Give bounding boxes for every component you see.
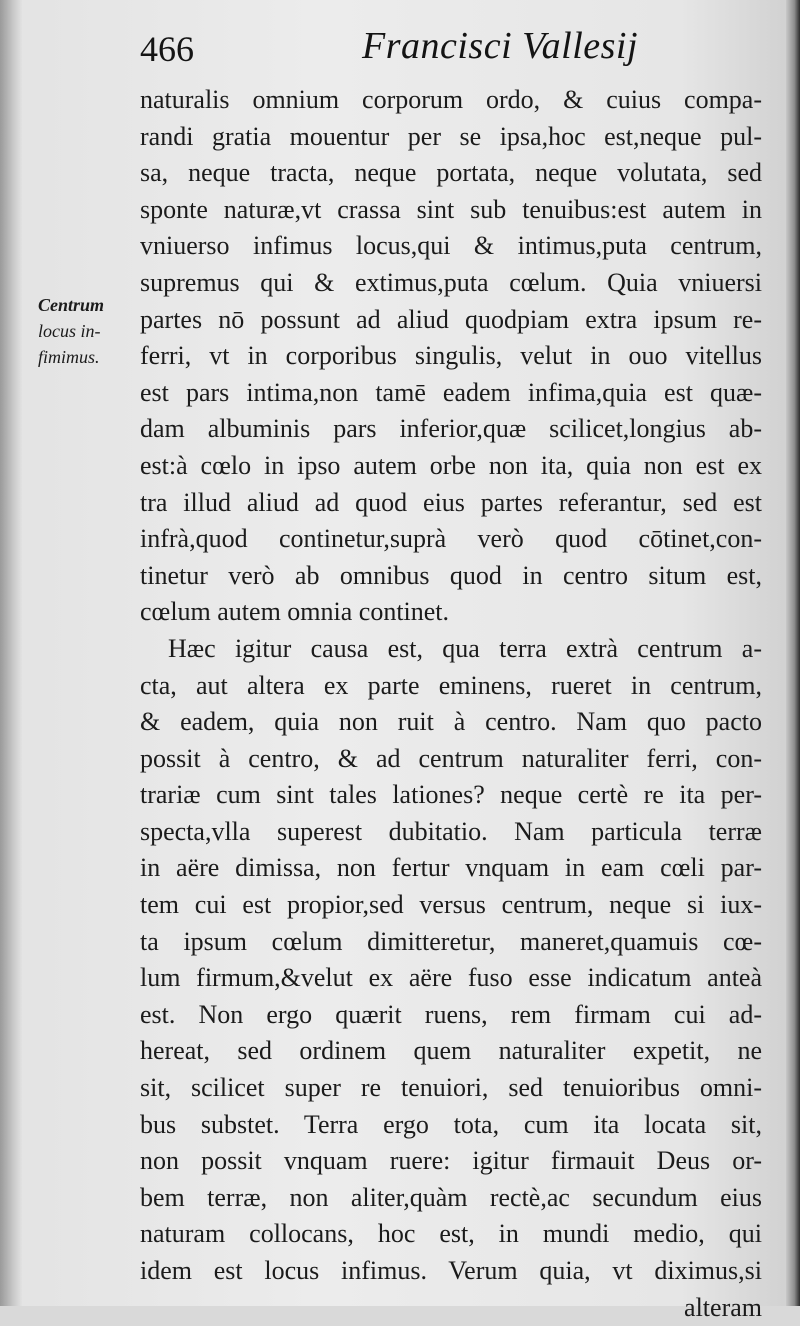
- marginal-note: [38, 292, 134, 370]
- text-line: sit, scilicet super re tenuiori, sed tenuioribus omni-: [140, 1073, 762, 1103]
- text-line: possit à centro, & ad centrum naturaliter ferri, con-: [140, 743, 762, 773]
- text-line: est:à cœlo in ipso autem orbe non ita, quia non est ex: [140, 450, 762, 480]
- body-text: [140, 82, 762, 1326]
- marginal-note-line: fimimus.: [38, 347, 100, 367]
- text-line: trariæ cum sint tales lationes? neque certè re ita per-: [140, 780, 762, 810]
- text-line: bus substet. Terra ergo tota, cum ita locata sit,: [140, 1109, 762, 1139]
- text-line: idem est locus infimus. Verum quia, vt diximus,si: [140, 1256, 762, 1285]
- text-line: partes nō possunt ad aliud quodpiam extra ipsum re-: [140, 304, 762, 334]
- text-line: dam albuminis pars inferior,quæ scilicet,longius ab-: [140, 414, 762, 444]
- page-header: [0, 22, 800, 72]
- page-number: 466: [140, 29, 194, 69]
- marginal-note-line: Centrum: [38, 295, 105, 315]
- text-line: sponte naturæ,vt crassa sint sub tenuibus:est autem in: [140, 194, 762, 224]
- text-line: infrà,quod continetur,suprà verò quod cōtinet,con-: [140, 524, 762, 554]
- text-line: est pars intima,non tamē eadem infima,quia est quæ-: [140, 377, 762, 407]
- text-line: naturalis omnium corporum ordo, & cuius compa-: [140, 85, 762, 114]
- text-line: ferri, vt in corporibus singulis, velut in ouo vitellus: [140, 341, 762, 371]
- text-line: tinetur verò ab omnibus quod in centro situm est,: [140, 560, 762, 590]
- text-line: est. Non ergo quærit ruens, rem firmam cui ad-: [140, 999, 762, 1029]
- text-line: naturam collocans, hoc est, in mundi medio, qui: [140, 1219, 762, 1249]
- text-line: hereat, sed ordinem quem naturaliter expetit, ne: [140, 1036, 762, 1066]
- text-line: tem cui est propior,sed versus centrum, neque si iux-: [140, 890, 762, 920]
- text-line: cta, aut altera ex parte eminens, rueret in centrum,: [140, 670, 762, 700]
- page-gutter-shadow: [0, 0, 22, 1306]
- text-line: cœlum autem omnia continet.: [140, 597, 450, 627]
- text-line: non possit vnquam ruere: igitur firmauit Deus or-: [140, 1146, 762, 1176]
- catchword: alteram: [684, 1292, 762, 1322]
- text-line: specta,vlla superest dubitatio. Nam particula terræ: [140, 816, 762, 846]
- text-line: in aëre dimissa, non fertur vnquam in eam cœli par-: [140, 853, 762, 883]
- text-line: randi gratia mouentur per se ipsa,hoc est,neque pul-: [140, 121, 762, 151]
- marginal-note-line: locus in-: [38, 321, 101, 341]
- running-head: Francisci Vallesij: [362, 25, 639, 67]
- text-line: sa, neque tracta, neque portata, neque volutata, sed: [140, 158, 762, 188]
- page-edge-shadow: [786, 0, 800, 1306]
- text-line: Hæc igitur causa est, qua terra extrà centrum a-: [168, 633, 762, 663]
- text-line: lum firmum,&velut ex aëre fuso esse indicatum anteà: [140, 963, 762, 993]
- text-line: tra illud aliud ad quod eius partes referantur, sed est: [140, 487, 762, 517]
- text-line: ta ipsum cœlum dimitteretur, maneret,quamuis cœ-: [140, 926, 762, 956]
- text-line: vniuerso infimus locus,qui & intimus,puta centrum,: [140, 231, 762, 261]
- text-line: bem terræ, non aliter,quàm rectè,ac secundum eius: [140, 1182, 762, 1212]
- text-line: supremus qui & extimus,puta cœlum. Quia vniuersi: [140, 267, 762, 297]
- text-line: & eadem, quia non ruit à centro. Nam quo pacto: [140, 707, 762, 737]
